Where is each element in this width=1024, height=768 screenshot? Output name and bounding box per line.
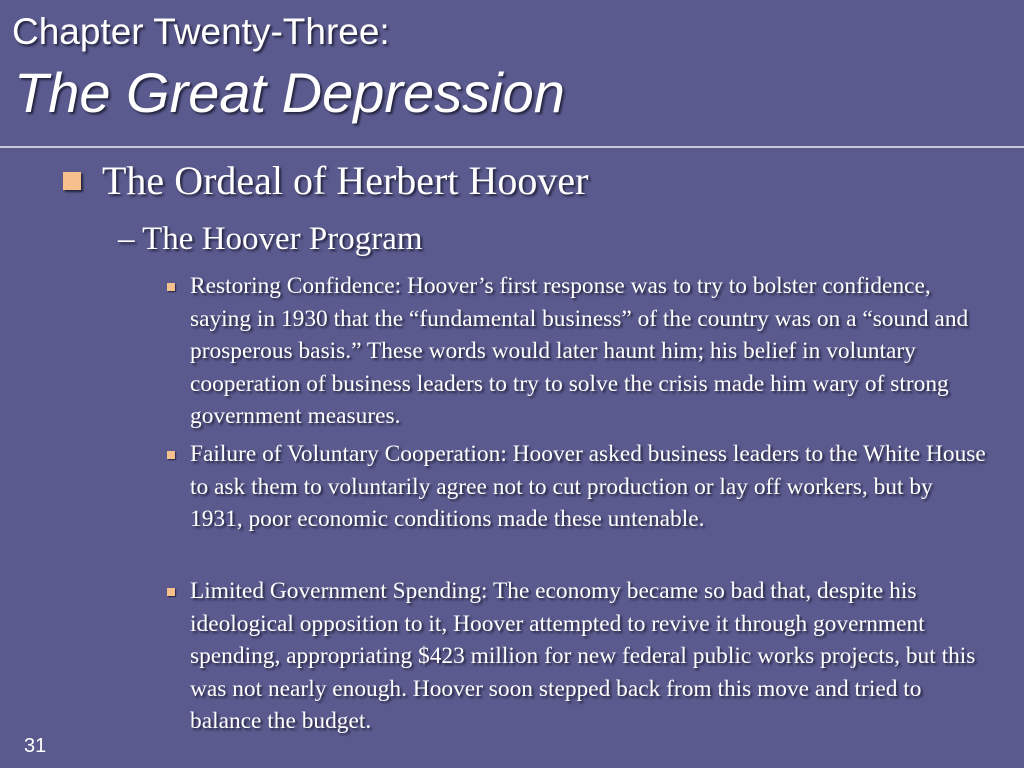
bullet-level3-text: Restoring Confidence: Hoover’s first response was to try to bolster confidence, saying in 1930 that the “fundamental business” of the country was on a “sound and prosperous basis.” These words would later haunt him; his belief in voluntary cooperation of business leaders to try to solve the crisis made him wary of strong government measures. bbox=[190, 273, 969, 430]
square-bullet-icon bbox=[63, 172, 81, 190]
title-divider bbox=[0, 146, 1024, 148]
small-square-bullet-icon bbox=[167, 451, 175, 459]
bullet-level1-text: The Ordeal of Herbert Hoover bbox=[102, 158, 589, 203]
bullet-level3-text: Failure of Voluntary Cooperation: Hoover asked business leaders to the White House to ask them to voluntarily agree not to cut production or lay off workers, but by 1931, poor economic conditions made these untenable. bbox=[190, 441, 986, 533]
slide-title-chapter: Chapter Twenty-Three: bbox=[12, 11, 390, 52]
small-square-bullet-icon bbox=[167, 588, 175, 596]
bullet-level2-text: – The Hoover Program bbox=[118, 221, 423, 257]
bullet-level3-text: Limited Government Spending: The economy became so bad that, despite his ideological opposition to it, Hoover attempted to revive it through government spending, appropriating $423 million for new federal public works projects, but this was not nearly enough. Hoover soon stepped back from this move and tried to balance the budget. bbox=[190, 578, 976, 735]
slide-number: 31 bbox=[24, 735, 47, 757]
slide-title-main: The Great Depression bbox=[14, 61, 565, 124]
small-square-bullet-icon bbox=[167, 283, 175, 291]
